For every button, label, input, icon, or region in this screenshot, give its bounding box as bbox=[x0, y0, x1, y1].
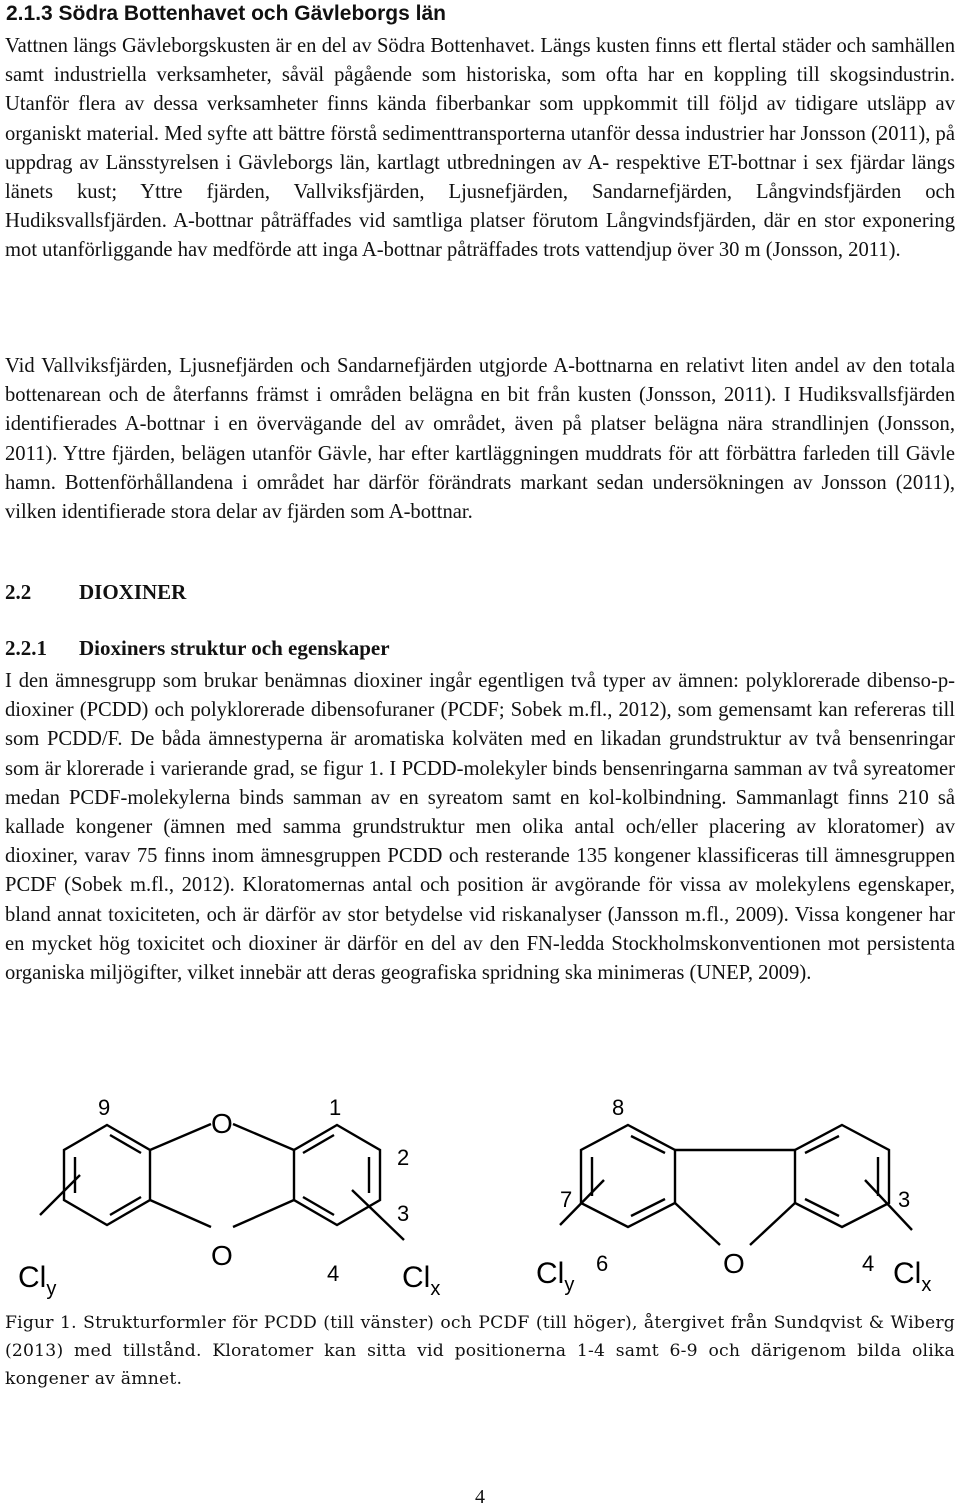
paragraph-gavleborg-2: Vid Vallviksfjärden, Ljusnefjärden och Sandarnefjärden utgjorde A-bottnarna en relativt liten andel av den totala bottenarean och de återfanns främst i områden belägna en bit från kusten (Jonsson, 2011). I Hudiksvallsfjärden identifierades A-bottnar i en övervägande del av området, även på platser belägna nära strandlinjen (Jonsson, 2011). Yttre fjärden, belägen utanför Gävle, har efter kartläggningen muddrats för att förbättra farleden till Gävle hamn. Bottenförhållandena i området har därför förändrats markant sedan undersökningen av Jonsson (2011), vilken identifierade stora delar av fjärden som A-bottnar. bbox=[5, 355, 955, 524]
pcdd-right-ring bbox=[294, 1125, 380, 1225]
pcdf-oxygen: O bbox=[723, 1248, 745, 1279]
pcdd-bottom-bridge bbox=[233, 1200, 294, 1227]
pcdd-position-2: 2 bbox=[397, 1145, 410, 1170]
paragraph-gavleborg-1: Vattnen längs Gävleborgskusten är en del av Södra Bottenhavet. Längs kusten finns ett flertal städer och samhällen samt industriella verksamheter, såväl pågående som historiska, som ofta har en koppling till skogsindustrin. Utanför flera av dessa verksamheter finns kända fiberbankar som uppkommit till följd av tidigare utsläpp av organiskt material. Med syfte att bättre förstå sedimenttransporterna utanför dessa industrier har Jonsson (2011), på uppdrag av Länsstyrelsen i Gävleborgs län, kartlagt utbredningen av A- respektive ET-bottnar i sex fjärdar längs länets kust; Yttre fjärden, Vallviksfjärden, Ljusnefjärden, Sandarnefjärden, Långvindsfjärden och Hudiksvallsfjärden. A-bottnar påträffades vid samtliga platser förutom Långvindsfjärden, där en stor exponering mot utanförliggande hav medförde att inga A-bottnar påträffades trots vattendjup över 30 m (Jonsson, 2011). bbox=[5, 35, 955, 262]
pcdf-chlorine-x bbox=[893, 1257, 931, 1296]
pcdd-chlorine-x bbox=[402, 1261, 440, 1300]
pcdd-cl-y-symbol: Cl bbox=[18, 1261, 47, 1294]
pcdd-structure bbox=[40, 1124, 404, 1240]
pcdf-cl-y-symbol: Cl bbox=[536, 1257, 565, 1290]
page-number: 4 bbox=[475, 1486, 485, 1508]
pcdd-left-double-bond bbox=[110, 1135, 141, 1153]
pcdd-chlorine-y bbox=[18, 1261, 56, 1300]
pcdd-position-3: 3 bbox=[397, 1201, 410, 1226]
pcdd-left-double-bond bbox=[110, 1197, 141, 1215]
pcdd-right-double-bond bbox=[303, 1197, 334, 1215]
section-heading-2-2 bbox=[5, 578, 186, 606]
pcdf-cl-y-subscript: y bbox=[564, 1274, 575, 1296]
pcdf-left-double-bond bbox=[631, 1136, 665, 1153]
pcdf-cl-x-subscript: x bbox=[921, 1274, 932, 1296]
pcdf-position-3: 3 bbox=[898, 1187, 911, 1212]
pcdd-oxygen-bottom: O bbox=[211, 1240, 233, 1271]
pcdd-position-4: 4 bbox=[327, 1261, 340, 1286]
pcdf-right-double-bond bbox=[805, 1136, 839, 1153]
section-title: Dioxiners struktur och egenskaper bbox=[79, 636, 390, 660]
pcdf-chlorine-y bbox=[536, 1257, 574, 1296]
pcdf-position-8: 8 bbox=[612, 1095, 625, 1120]
pcdd-bottom-bridge bbox=[150, 1200, 211, 1227]
pcdf-right-double-bond bbox=[805, 1199, 839, 1216]
section-title: DIOXINER bbox=[79, 580, 187, 604]
figure-caption: Figur 1. Strukturformler för PCDD (till vänster) och PCDF (till höger), återgivet från Sundqvist & Wiberg (2013) med tillstånd. Kloratomer kan sitta vid positionerna 1-4 samt 6-9 och därigenom bilda olika kongener av ämnet. bbox=[5, 1313, 955, 1389]
pcdf-oxygen-bridge bbox=[675, 1203, 720, 1245]
pcdf-position-4: 4 bbox=[862, 1251, 875, 1276]
pcdd-position-1: 1 bbox=[329, 1095, 342, 1120]
pcdf-left-double-bond bbox=[631, 1199, 665, 1216]
section-number: 2.2 bbox=[5, 580, 32, 604]
section-heading-2-1-3: 2.1.3 Södra Bottenhavet och Gävleborgs län bbox=[6, 2, 446, 25]
figure-structural-formulas bbox=[0, 1095, 960, 1300]
pcdd-position-9: 9 bbox=[98, 1095, 111, 1120]
pcdf-right-ring bbox=[795, 1125, 889, 1227]
pcdd-top-bridge bbox=[150, 1124, 211, 1150]
paragraph-dioxin-structure: I den ämnesgrupp som brukar benämnas dioxiner ingår egentligen två typer av ämnen: polyklorerade dibenso-p-dioxiner (PCDD) och polyklorerade dibensofuraner (PCDF; Sobek m.fl., 2012), som gemensamt kan refereras till som PCDD/F. De båda ämnestyperna är aromatiska kolväten med en likadan grundstruktur av två bensenringar som är klorerade i varierande grad, se figur 1. I PCDD-molekyler binds bensenringarna samman av två syreatomer medan PCDF-molekylerna binds samman av en syreatom samt en kol-kolbindning. Sammanlagt finns 210 så kallade kongener (ämnen med samma grundstruktur men olika antal och/eller placering av kloratomer) av dioxiner, varav 75 finns inom ämnesgruppen PCDD och resterande 135 kongener klassificeras till ämnesgruppen PCDF (Sobek m.fl., 2012). Kloratomernas antal och position är avgörande för vissa av molekylens egenskaper, bland annat toxiciteten, och är därför av stor betydelse vid riskanalyser (Jansson m.fl., 2009). Vissa kongener har en mycket hög toxicitet och dioxiner är därför en del av den FN-ledda Stockholmskonventionen mot persistenta organiska miljögifter, vilket innebär att deras geografiska spridning ska minimeras (UNEP, 2009). bbox=[5, 670, 955, 985]
section-heading-2-2-1 bbox=[5, 634, 390, 662]
pcdd-cl-y-subscript: y bbox=[46, 1278, 57, 1300]
pcdf-cl-x-symbol: Cl bbox=[893, 1257, 922, 1290]
pcdf-structure bbox=[560, 1125, 912, 1245]
pcdd-labels bbox=[18, 1095, 440, 1300]
pcdf-labels bbox=[536, 1095, 931, 1296]
pcdf-oxygen-bridge bbox=[750, 1203, 795, 1245]
section-number: 2.2.1 bbox=[5, 636, 47, 660]
pcdd-cl-x-symbol: Cl bbox=[402, 1261, 431, 1294]
pcdd-oxygen-top: O bbox=[211, 1108, 233, 1139]
pcdd-cl-y-bond bbox=[40, 1175, 80, 1215]
pcdf-position-6: 6 bbox=[596, 1251, 609, 1276]
pcdd-left-ring bbox=[64, 1125, 150, 1225]
pcdf-position-7: 7 bbox=[560, 1187, 573, 1212]
pcdf-left-ring bbox=[581, 1125, 675, 1227]
pcdd-right-double-bond bbox=[303, 1135, 334, 1153]
pcdd-top-bridge bbox=[233, 1124, 294, 1150]
pcdd-cl-x-subscript: x bbox=[430, 1278, 441, 1300]
